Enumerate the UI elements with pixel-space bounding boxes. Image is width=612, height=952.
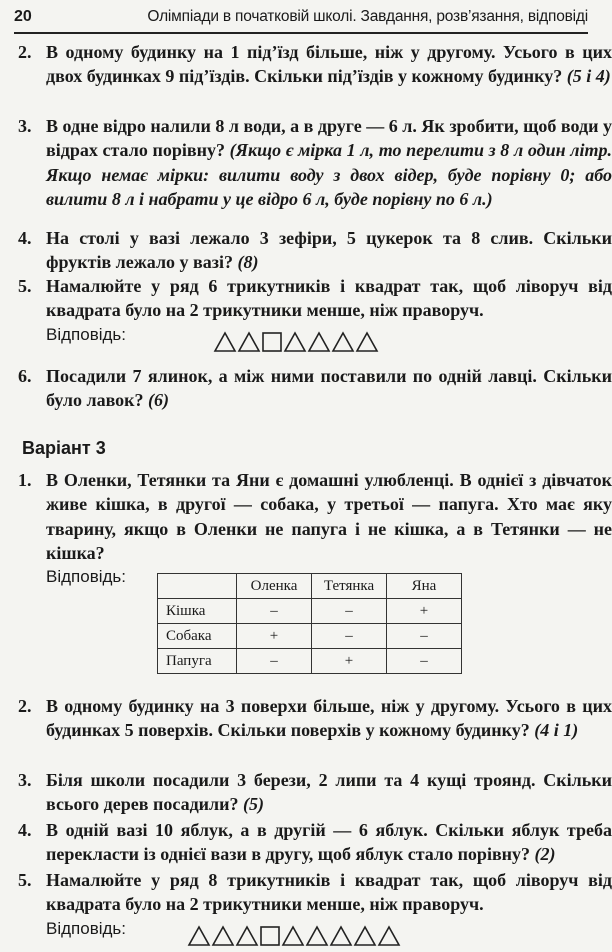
table-cell: + [237,624,312,649]
task-answer: (2) [534,844,556,865]
table-cell: – [237,649,312,674]
variant3-task-4 [18,818,612,867]
triangle-icon [332,332,354,352]
task-3 [18,114,612,211]
page-header [14,4,588,34]
task-number: 4. [18,228,32,248]
pets-table [157,573,462,674]
task-6 [18,364,612,413]
answer-label: Відповідь: [46,918,127,938]
table-row [158,599,462,624]
table-cell: – [387,624,462,649]
task-text: В одній вазі 10 яблук, а в другій — 6 яблук. Скільки яблук треба перекласти із однієї вази в другу, щоб яблук стало порівну? [46,820,612,865]
task-number: 3. [18,116,32,136]
task-number: 5. [18,870,32,890]
variant3-task-1 [18,468,612,589]
shapes-answer-row [188,926,400,946]
task-answer: (8) [237,252,259,273]
task-4 [18,226,612,275]
task-text: Намалюйте у ряд 8 трикутників і квадрат так, щоб ліворуч від квадрата було на 2 трикутники менше, ніж праворуч. [46,870,612,915]
answer-label: Відповідь: [46,324,127,344]
variant-title: Варіант 3 [22,438,106,458]
task-number: 2. [18,42,32,62]
page-number: 20 [14,8,32,25]
task-number: 5. [18,276,32,296]
table-cell: – [237,599,312,624]
triangle-icon [236,926,258,946]
table-cell: + [387,599,462,624]
triangle-icon [354,926,376,946]
table-row [158,624,462,649]
task-answer: (6) [148,390,170,411]
table-header-row [158,574,462,599]
task-number: 6. [18,366,32,386]
task-2 [18,40,612,89]
triangle-icon [306,926,328,946]
table-corner-cell [158,574,237,599]
variant3-task-2 [18,694,612,743]
triangle-icon [378,926,400,946]
shapes-answer-row [214,332,378,352]
task-answer: (5 і 4) [566,66,611,87]
table-row [158,649,462,674]
task-text: В Оленки, Тетянки та Яни є домашні улюбленці. В однієї з дівчаток живе кішка, в другої — собака, у третьої — папуга. Хто має яку тварину, якщо в Оленки не папуга і не кішка, а в Тетянки — не кішка? [46,470,612,563]
task-number: 3. [18,770,32,790]
task-text: В одне відро налили 8 л води, а в друге — 6 л. Як зробити, щоб води у відрах стало порівну? [46,116,612,161]
row-header: Папуга [158,649,237,674]
task-answer: (Якщо є мірка 1 л, то перелити з 8 л один літр. Якщо немає мірки: вилити воду з двох відер, буде порівну 0; або вилити 8 л і набрати у це відро 6 л, буде порівну по 6 л.) [46,140,612,209]
task-text: На столі у вазі лежало 3 зефіри, 5 цукерок та 8 слив. Скільки фруктів лежало у вазі? [46,228,612,273]
task-answer: (5) [243,794,265,815]
task-number: 2. [18,696,32,716]
task-text: Посадили 7 ялинок, а між ними поставили по одній лавці. Скільки було лавок? [46,366,612,411]
triangle-icon [238,332,260,352]
task-text: Біля школи посадили 3 берези, 2 липи та 4 кущі троянд. Скільки всього дерев посадили? [46,770,612,815]
triangle-icon [356,332,378,352]
triangle-icon [330,926,352,946]
task-text: В одному будинку на 3 поверхи більше, ніж у другому. Усього в цих будинках 5 поверхів. Скільки поверхів у кожному будинку? [46,696,612,741]
task-text: Намалюйте у ряд 6 трикутників і квадрат так, щоб ліворуч від квадрата було на 2 трикутники менше, ніж праворуч. [46,276,612,321]
triangle-icon [284,332,306,352]
column-header: Оленка [237,574,312,599]
running-title: Олімпіади в початковій школі. Завдання, розв’язання, відповіді [147,8,588,25]
table-cell: – [387,649,462,674]
row-header: Кішка [158,599,237,624]
task-answer: (4 і 1) [534,720,579,741]
triangle-icon [308,332,330,352]
row-header: Собака [158,624,237,649]
column-header: Яна [387,574,462,599]
task-text: В одному будинку на 1 під’їзд більше, ніж у другому. Усього в цих двох будинках 9 під’їздів. Скільки під’їздів у кожному будинку? [46,42,612,87]
task-number: 1. [18,470,32,490]
answer-label: Відповідь: [46,567,127,587]
triangle-icon [188,926,210,946]
variant3-task-3 [18,768,612,817]
table-cell: – [312,624,387,649]
square-icon [262,332,282,352]
table-cell: + [312,649,387,674]
table-cell: – [312,599,387,624]
triangle-icon [214,332,236,352]
square-icon [260,926,280,946]
triangle-icon [212,926,234,946]
task-number: 4. [18,820,32,840]
triangle-icon [282,926,304,946]
column-header: Тетянка [312,574,387,599]
